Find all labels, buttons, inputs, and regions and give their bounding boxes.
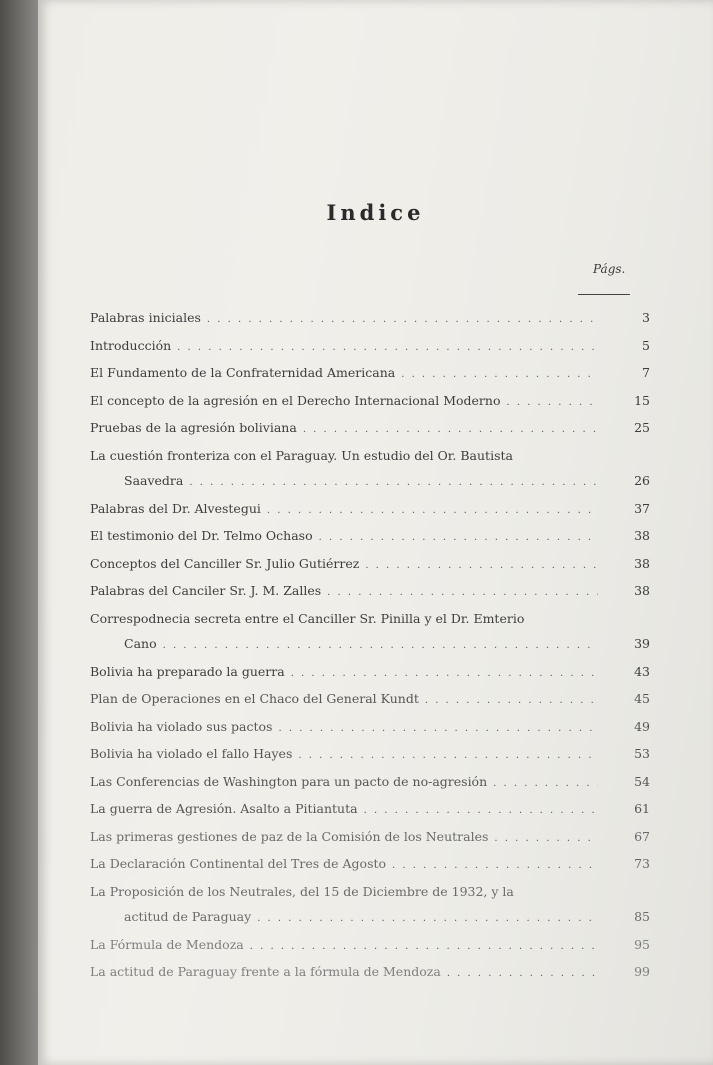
toc-page-number: 7 [642,365,650,380]
toc-entry [90,415,650,443]
dot-leader [327,580,598,606]
toc-entry-line [90,904,650,932]
toc-page-number: 38 [634,555,650,571]
dot-leader [257,906,598,932]
toc-page-number: 26 [634,473,650,488]
dot-leader [267,498,598,524]
toc-entry [90,824,650,852]
toc-entry [90,333,650,361]
toc-entry-line [90,360,650,388]
toc-entry-title: Bolivia ha violado el fallo Hayes [90,746,293,761]
toc-entry-title: Bolivia ha preparado la guerra [90,663,285,679]
dot-leader [298,743,598,769]
toc-page-number: 53 [634,746,650,761]
dot-leader [303,417,598,443]
toc-page-number: 67 [634,828,650,844]
toc-entry [90,360,650,388]
toc-entry-title: La Fórmula de Mendoza [90,936,244,952]
toc-entry-title: La guerra de Agresión. Asalto a Pitiantuta [90,801,358,816]
toc-entry-line [90,824,650,852]
toc-entry [90,959,650,987]
dot-leader [447,961,598,987]
toc-entry-line [90,551,650,579]
toc-entry [90,932,650,960]
toc-entry-title: La Declaración Continental del Tres de Agosto [90,856,387,871]
toc-page-number: 3 [642,310,650,325]
dot-leader [392,853,598,879]
toc-entry-title: Palabras del Canciler Sr. J. M. Zalles [90,583,322,598]
toc-page-number: 15 [634,392,650,408]
toc-entry [90,606,650,659]
toc-entry-line [90,741,650,769]
toc-entry-line [90,606,650,632]
toc-entry-line [90,415,650,443]
toc-entry-line [90,769,650,797]
toc-entry-title: Palabras iniciales [90,310,201,325]
toc-entry [90,305,650,333]
toc-entry-title: Correspodnecia secreta entre el Canciller Sr. Pinilla y el Dr. Emterio [90,610,525,626]
toc-entry-line [90,388,650,416]
toc-entry-line [90,932,650,960]
toc-entry [90,496,650,524]
toc-entry-line [90,305,650,333]
toc-entry-title: Plan de Operaciones en el Chaco del General Kundt [90,691,419,706]
dot-leader [319,525,598,551]
page-title: Indice [326,200,425,225]
toc-entry [90,578,650,606]
toc-entry-title: Las Conferencias de Washington para un pacto de no-agresión [90,773,488,789]
toc-page-number: 38 [634,583,650,598]
toc-page-number: 25 [634,420,650,435]
toc-entry-title: Conceptos del Canciller Sr. Julio Gutiérrez [90,555,360,571]
toc-entry [90,686,650,714]
toc-page-number: 43 [634,663,650,679]
toc-page-number: 39 [634,636,650,651]
dot-leader [365,553,598,579]
toc-entry-title: La Proposición de los Neutrales, del 15 de Diciembre de 1932, y la [90,883,514,899]
toc-entry-title: Pruebas de la agresión boliviana [90,420,297,435]
toc-entry-title: El Fundamento de la Confraternidad Americana [90,365,396,380]
toc-entry [90,741,650,769]
dot-leader [494,826,598,852]
toc-entry [90,879,650,932]
toc-entry-line [90,631,650,659]
toc-entry-line [90,496,650,524]
toc-entry-title: Saavedra [124,473,184,488]
toc-entry-line [90,796,650,824]
page-binding-edge [0,0,38,1065]
document-page [38,0,713,1065]
toc-page-number: 61 [634,801,650,816]
toc-entry-line [90,879,650,905]
toc-entry-line [90,686,650,714]
toc-entry-title: Introducción [90,337,172,353]
toc-page-number: 49 [634,718,650,734]
toc-entry [90,851,650,879]
toc-entry-line [90,333,650,361]
toc-entry-title: El testimonio del Dr. Telmo Ochaso [90,528,313,543]
dot-leader [364,798,598,824]
toc-entry-line [90,659,650,687]
toc-page-number: 38 [634,528,650,543]
toc-page-number: 37 [634,500,650,516]
dot-leader [493,771,598,797]
toc-entry-line [90,523,650,551]
toc-entry-title: El concepto de la agresión en el Derecho Internacional Moderno [90,392,501,408]
toc-page-number: 5 [642,337,650,353]
dot-leader [207,307,598,333]
toc-entry-line [90,851,650,879]
toc-entry [90,443,650,496]
toc-entry-title: La cuestión fronteriza con el Paraguay. Un estudio del Or. Bautista [90,447,513,463]
toc-entry-title: La actitud de Paraguay frente a la fórmula de Mendoza [90,964,441,979]
toc-page-number: 99 [634,964,650,979]
toc-entry-title: actitud de Paraguay [124,909,252,924]
toc-entry-line [90,714,650,742]
toc-entry-title: Las primeras gestiones de paz de la Comisión de los Neutrales [90,828,489,844]
toc-entry-line [90,578,650,606]
toc-entry-line [90,959,650,987]
toc-entry [90,769,650,797]
toc-page-number: 85 [634,909,650,924]
toc-entry-title: Palabras del Dr. Alvestegui [90,500,261,516]
toc-page-number: 45 [634,691,650,706]
toc-entry-title: Bolivia ha violado sus pactos [90,718,273,734]
toc-entry [90,796,650,824]
toc-entry [90,551,650,579]
dot-leader [401,362,598,388]
toc-page-number: 73 [634,856,650,871]
toc-entry-line [90,443,650,469]
pages-column-header: Págs. [593,262,626,276]
toc-entry [90,714,650,742]
dot-leader [506,390,598,416]
toc-entry-title: Cano [124,636,157,651]
dot-leader [291,661,598,687]
toc-entry [90,523,650,551]
toc-entry-line [90,468,650,496]
dot-leader [163,633,598,659]
dot-leader [189,470,598,496]
dot-leader [425,688,598,714]
dot-leader [177,335,598,361]
pages-header-rule [578,294,630,295]
toc-entry [90,659,650,687]
table-of-contents [90,305,650,987]
toc-page-number: 95 [634,936,650,952]
dot-leader [278,716,598,742]
toc-page-number: 54 [634,773,650,789]
dot-leader [250,934,598,960]
toc-entry [90,388,650,416]
